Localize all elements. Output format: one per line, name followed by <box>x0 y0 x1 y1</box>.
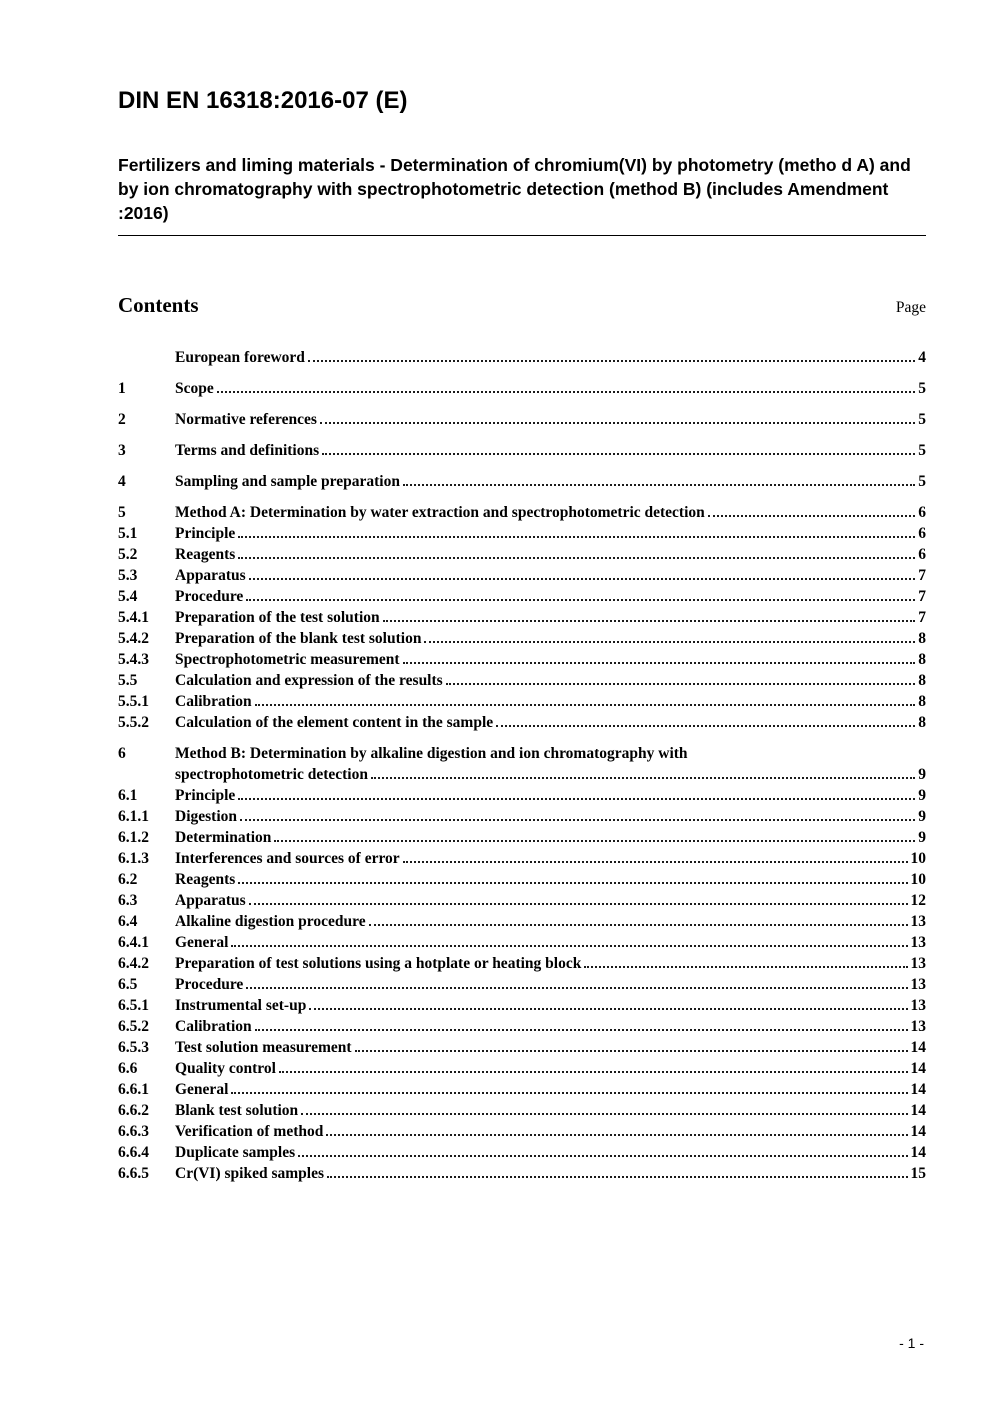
toc-entry[interactable] <box>118 607 926 628</box>
toc-section-number: 6.5 <box>118 975 138 993</box>
toc-page-number: 6 <box>918 503 926 521</box>
toc-section-number: 5.4 <box>118 587 138 605</box>
dot-leader <box>301 1113 907 1115</box>
toc-section-number: 5.2 <box>118 545 138 563</box>
toc-row <box>118 565 926 586</box>
dot-leader <box>403 861 908 863</box>
dot-leader <box>238 557 915 559</box>
toc-section-number: 5.1 <box>118 524 138 542</box>
toc-entry[interactable] <box>118 932 926 953</box>
toc-row <box>118 409 926 430</box>
footer-page-number: - 1 - <box>899 1335 924 1351</box>
dot-leader <box>403 484 915 486</box>
toc-section-title: Reagents <box>175 545 236 563</box>
toc-section-title: Duplicate samples <box>175 1143 296 1161</box>
toc-row <box>118 1100 926 1121</box>
toc-row <box>118 1016 926 1037</box>
toc-page-number: 14 <box>910 1122 926 1140</box>
dot-leader <box>238 536 915 538</box>
toc-section-title: European foreword <box>175 348 305 366</box>
toc-entry[interactable] <box>118 1142 926 1163</box>
toc-section-title: General <box>175 933 229 951</box>
toc-entry[interactable] <box>118 806 926 827</box>
toc-section-title: Calculation of the element content in the sample <box>175 713 494 731</box>
toc-row <box>118 911 926 932</box>
toc-page-number: 9 <box>918 786 926 804</box>
toc-page-number: 6 <box>918 545 926 563</box>
toc-section-title: Verification of method <box>175 1122 324 1140</box>
dot-leader <box>320 422 915 424</box>
toc-page-number: 4 <box>918 348 926 366</box>
toc-entry[interactable] <box>118 670 926 691</box>
toc-row <box>118 890 926 911</box>
toc-section-title: Terms and definitions <box>175 441 320 459</box>
toc-row <box>118 974 926 995</box>
toc-row <box>118 806 926 827</box>
toc-row <box>118 1163 926 1184</box>
toc-row <box>118 953 926 974</box>
dot-leader <box>298 1155 907 1157</box>
toc-section-title: Calibration <box>175 1017 252 1035</box>
toc-section-number: 5.5.1 <box>118 692 149 710</box>
toc-row <box>118 1079 926 1100</box>
toc-entry[interactable] <box>118 743 926 785</box>
toc-section-number: 6.1 <box>118 786 138 804</box>
toc-section-title: Preparation of test solutions using a hotplate or heating block <box>175 954 582 972</box>
toc-section-number: 2 <box>118 410 126 428</box>
toc-section-title: Sampling and sample preparation <box>175 472 400 490</box>
toc-section-number: 6.1.3 <box>118 849 149 867</box>
toc-section-title: Calculation and expression of the results <box>175 671 443 689</box>
toc-page-number: 9 <box>918 828 926 846</box>
toc-page-number: 5 <box>918 472 926 490</box>
toc-page-number: 14 <box>910 1143 926 1161</box>
dot-leader <box>371 777 915 779</box>
toc-section-number: 5.3 <box>118 566 138 584</box>
toc-entry[interactable] <box>118 378 926 399</box>
toc-section-title: Normative references <box>175 410 317 428</box>
toc-page-number: 6 <box>918 524 926 542</box>
toc-section-number: 6.6.2 <box>118 1101 149 1119</box>
table-of-contents <box>118 347 926 1184</box>
dot-leader <box>249 903 908 905</box>
toc-row <box>118 827 926 848</box>
toc-entry[interactable] <box>118 953 926 974</box>
toc-page-number: 14 <box>910 1101 926 1119</box>
toc-section-number: 5.4.1 <box>118 608 149 626</box>
toc-row <box>118 1142 926 1163</box>
toc-entry[interactable] <box>118 544 926 565</box>
toc-entry[interactable] <box>118 1079 926 1100</box>
toc-page-number: 14 <box>910 1059 926 1077</box>
toc-entry[interactable] <box>118 869 926 890</box>
toc-section-number: 6.1.2 <box>118 828 149 846</box>
toc-row <box>118 1121 926 1142</box>
toc-page-number: 13 <box>910 954 926 972</box>
toc-page-number: 13 <box>910 975 926 993</box>
toc-entry[interactable] <box>118 649 926 670</box>
dot-leader <box>327 1176 908 1178</box>
toc-section-title: Reagents <box>175 870 236 888</box>
toc-page-number: 13 <box>910 996 926 1014</box>
toc-page-number: 13 <box>910 912 926 930</box>
toc-section-number: 6.4.1 <box>118 933 149 951</box>
toc-section-title: Blank test solution <box>175 1101 299 1119</box>
dot-leader <box>308 360 915 362</box>
dot-leader <box>238 798 915 800</box>
dot-leader <box>255 704 916 706</box>
toc-section-number: 6.5.2 <box>118 1017 149 1035</box>
toc-page-number: 10 <box>910 870 926 888</box>
toc-entry[interactable] <box>118 1163 926 1184</box>
toc-entry[interactable] <box>118 1058 926 1079</box>
dot-leader <box>496 725 915 727</box>
toc-row <box>118 743 926 764</box>
toc-entry[interactable] <box>118 974 926 995</box>
dot-leader <box>279 1071 908 1073</box>
toc-section-number: 6.2 <box>118 870 138 888</box>
toc-page-number: 8 <box>918 650 926 668</box>
dot-leader <box>322 453 915 455</box>
dot-leader <box>246 987 907 989</box>
toc-section-title: Preparation of the test solution <box>175 608 380 626</box>
toc-row <box>118 848 926 869</box>
dot-leader <box>446 683 916 685</box>
toc-section-title: spectrophotometric detection <box>175 765 368 783</box>
toc-page-number: 15 <box>910 1164 926 1182</box>
toc-entry[interactable] <box>118 1037 926 1058</box>
toc-page-number: 5 <box>918 379 926 397</box>
toc-entry[interactable] <box>118 1016 926 1037</box>
toc-row <box>118 471 926 492</box>
toc-entry[interactable] <box>118 347 926 368</box>
dot-leader <box>240 819 915 821</box>
toc-section-number: 6.4.2 <box>118 954 149 972</box>
toc-section-title: Spectrophotometric measurement <box>175 650 400 668</box>
toc-section-number: 6.4 <box>118 912 138 930</box>
toc-page-number: 8 <box>918 692 926 710</box>
document-number: DIN EN 16318:2016-07 (E) <box>118 87 408 114</box>
dot-leader <box>231 1092 907 1094</box>
dot-leader <box>217 391 916 393</box>
toc-section-title: Digestion <box>175 807 237 825</box>
toc-row <box>118 607 926 628</box>
toc-row <box>118 712 926 733</box>
toc-section-number: 5.5.2 <box>118 713 149 731</box>
dot-leader <box>403 662 916 664</box>
toc-section-title: Test solution measurement <box>175 1038 352 1056</box>
toc-row <box>118 764 926 785</box>
toc-entry[interactable] <box>118 712 926 733</box>
dot-leader <box>238 882 907 884</box>
toc-entry[interactable] <box>118 1100 926 1121</box>
toc-section-title: Procedure <box>175 975 244 993</box>
toc-entry[interactable] <box>118 440 926 461</box>
toc-page-number: 7 <box>918 566 926 584</box>
toc-row <box>118 628 926 649</box>
toc-section-number: 6.6 <box>118 1059 138 1077</box>
toc-section-title: Method A: Determination by water extraction and spectrophotometric detection <box>175 503 705 521</box>
toc-row <box>118 440 926 461</box>
dot-leader <box>383 620 916 622</box>
toc-row <box>118 869 926 890</box>
toc-row <box>118 502 926 523</box>
toc-entry[interactable] <box>118 848 926 869</box>
toc-row <box>118 932 926 953</box>
toc-entry[interactable] <box>118 995 926 1016</box>
toc-page-number: 7 <box>918 587 926 605</box>
toc-entry[interactable] <box>118 890 926 911</box>
toc-section-title: Quality control <box>175 1059 276 1077</box>
toc-section-number: 3 <box>118 441 126 459</box>
toc-section-number: 5.4.3 <box>118 650 149 668</box>
toc-page-number: 14 <box>910 1038 926 1056</box>
toc-entry[interactable] <box>118 691 926 712</box>
toc-page-number: 5 <box>918 441 926 459</box>
toc-entry[interactable] <box>118 586 926 607</box>
dot-leader <box>309 1008 907 1010</box>
toc-entry[interactable] <box>118 628 926 649</box>
toc-page-number: 13 <box>910 1017 926 1035</box>
toc-page-number: 13 <box>910 933 926 951</box>
toc-page-number: 9 <box>918 765 926 783</box>
dot-leader <box>255 1029 908 1031</box>
toc-section-number: 6.5.3 <box>118 1038 149 1056</box>
toc-section-title: Method B: Determination by alkaline digestion and ion chromatography with <box>175 744 688 762</box>
toc-row <box>118 523 926 544</box>
toc-section-title: Scope <box>175 379 214 397</box>
toc-row <box>118 649 926 670</box>
toc-page-number: 8 <box>918 671 926 689</box>
toc-section-number: 4 <box>118 472 126 490</box>
contents-heading: Contents <box>118 292 199 317</box>
dot-leader <box>369 924 908 926</box>
toc-row <box>118 1058 926 1079</box>
toc-row <box>118 670 926 691</box>
toc-section-number: 6.6.3 <box>118 1122 149 1140</box>
toc-section-title: Apparatus <box>175 891 246 909</box>
toc-entry[interactable] <box>118 409 926 430</box>
contents-header <box>118 293 926 318</box>
toc-section-title: Principle <box>175 786 236 804</box>
toc-row <box>118 1037 926 1058</box>
toc-row <box>118 544 926 565</box>
toc-page-number: 5 <box>918 410 926 428</box>
toc-section-title: Calibration <box>175 692 252 710</box>
toc-section-title: Principle <box>175 524 236 542</box>
toc-page-number: 14 <box>910 1080 926 1098</box>
toc-section-title: Procedure <box>175 587 244 605</box>
toc-section-title: Apparatus <box>175 566 246 584</box>
toc-entry[interactable] <box>118 785 926 806</box>
page-column-label: Page <box>895 298 926 316</box>
toc-entry[interactable] <box>118 502 926 523</box>
dot-leader <box>274 840 915 842</box>
toc-section-title: Alkaline digestion procedure <box>175 912 366 930</box>
toc-section-number: 6.3 <box>118 891 138 909</box>
toc-section-number: 6.6.5 <box>118 1164 149 1182</box>
toc-entry[interactable] <box>118 1121 926 1142</box>
document-title: Fertilizers and liming materials - Determination of chromium(VI) by photometry (metho d A) and by ion chromatography with spectrophotometric detection (method B) (includes Amendment :2016) <box>118 154 926 235</box>
toc-section-number: 5.5 <box>118 671 138 689</box>
dot-leader <box>326 1134 907 1136</box>
toc-entry[interactable] <box>118 827 926 848</box>
dot-leader <box>246 599 915 601</box>
toc-section-title: General <box>175 1080 229 1098</box>
toc-section-title: Determination <box>175 828 272 846</box>
toc-page-number: 8 <box>918 713 926 731</box>
toc-section-number: 6.6.1 <box>118 1080 149 1098</box>
toc-section-number: 6 <box>118 744 126 762</box>
toc-page-number: 7 <box>918 608 926 626</box>
dot-leader <box>584 966 907 968</box>
dot-leader <box>249 578 916 580</box>
dot-leader <box>355 1050 908 1052</box>
toc-entry[interactable] <box>118 471 926 492</box>
toc-row <box>118 378 926 399</box>
toc-row <box>118 347 926 368</box>
toc-section-number: 6.6.4 <box>118 1143 149 1161</box>
toc-row <box>118 691 926 712</box>
toc-page-number: 12 <box>910 891 926 909</box>
toc-page-number: 10 <box>910 849 926 867</box>
toc-page-number: 9 <box>918 807 926 825</box>
dot-leader <box>231 945 907 947</box>
toc-section-number: 1 <box>118 379 126 397</box>
toc-entry[interactable] <box>118 911 926 932</box>
toc-section-number: 6.5.1 <box>118 996 149 1014</box>
toc-section-number: 5 <box>118 503 126 521</box>
dot-leader <box>424 641 915 643</box>
toc-section-number: 6.1.1 <box>118 807 149 825</box>
toc-section-title: Interferences and sources of error <box>175 849 400 867</box>
toc-page-number: 8 <box>918 629 926 647</box>
toc-row <box>118 785 926 806</box>
toc-row <box>118 995 926 1016</box>
toc-section-title: Instrumental set-up <box>175 996 307 1014</box>
toc-section-number: 5.4.2 <box>118 629 149 647</box>
toc-entry[interactable] <box>118 523 926 544</box>
toc-section-title: Preparation of the blank test solution <box>175 629 422 647</box>
toc-entry[interactable] <box>118 565 926 586</box>
toc-section-title: Cr(VI) spiked samples <box>175 1164 324 1182</box>
toc-row <box>118 586 926 607</box>
dot-leader <box>708 515 915 517</box>
